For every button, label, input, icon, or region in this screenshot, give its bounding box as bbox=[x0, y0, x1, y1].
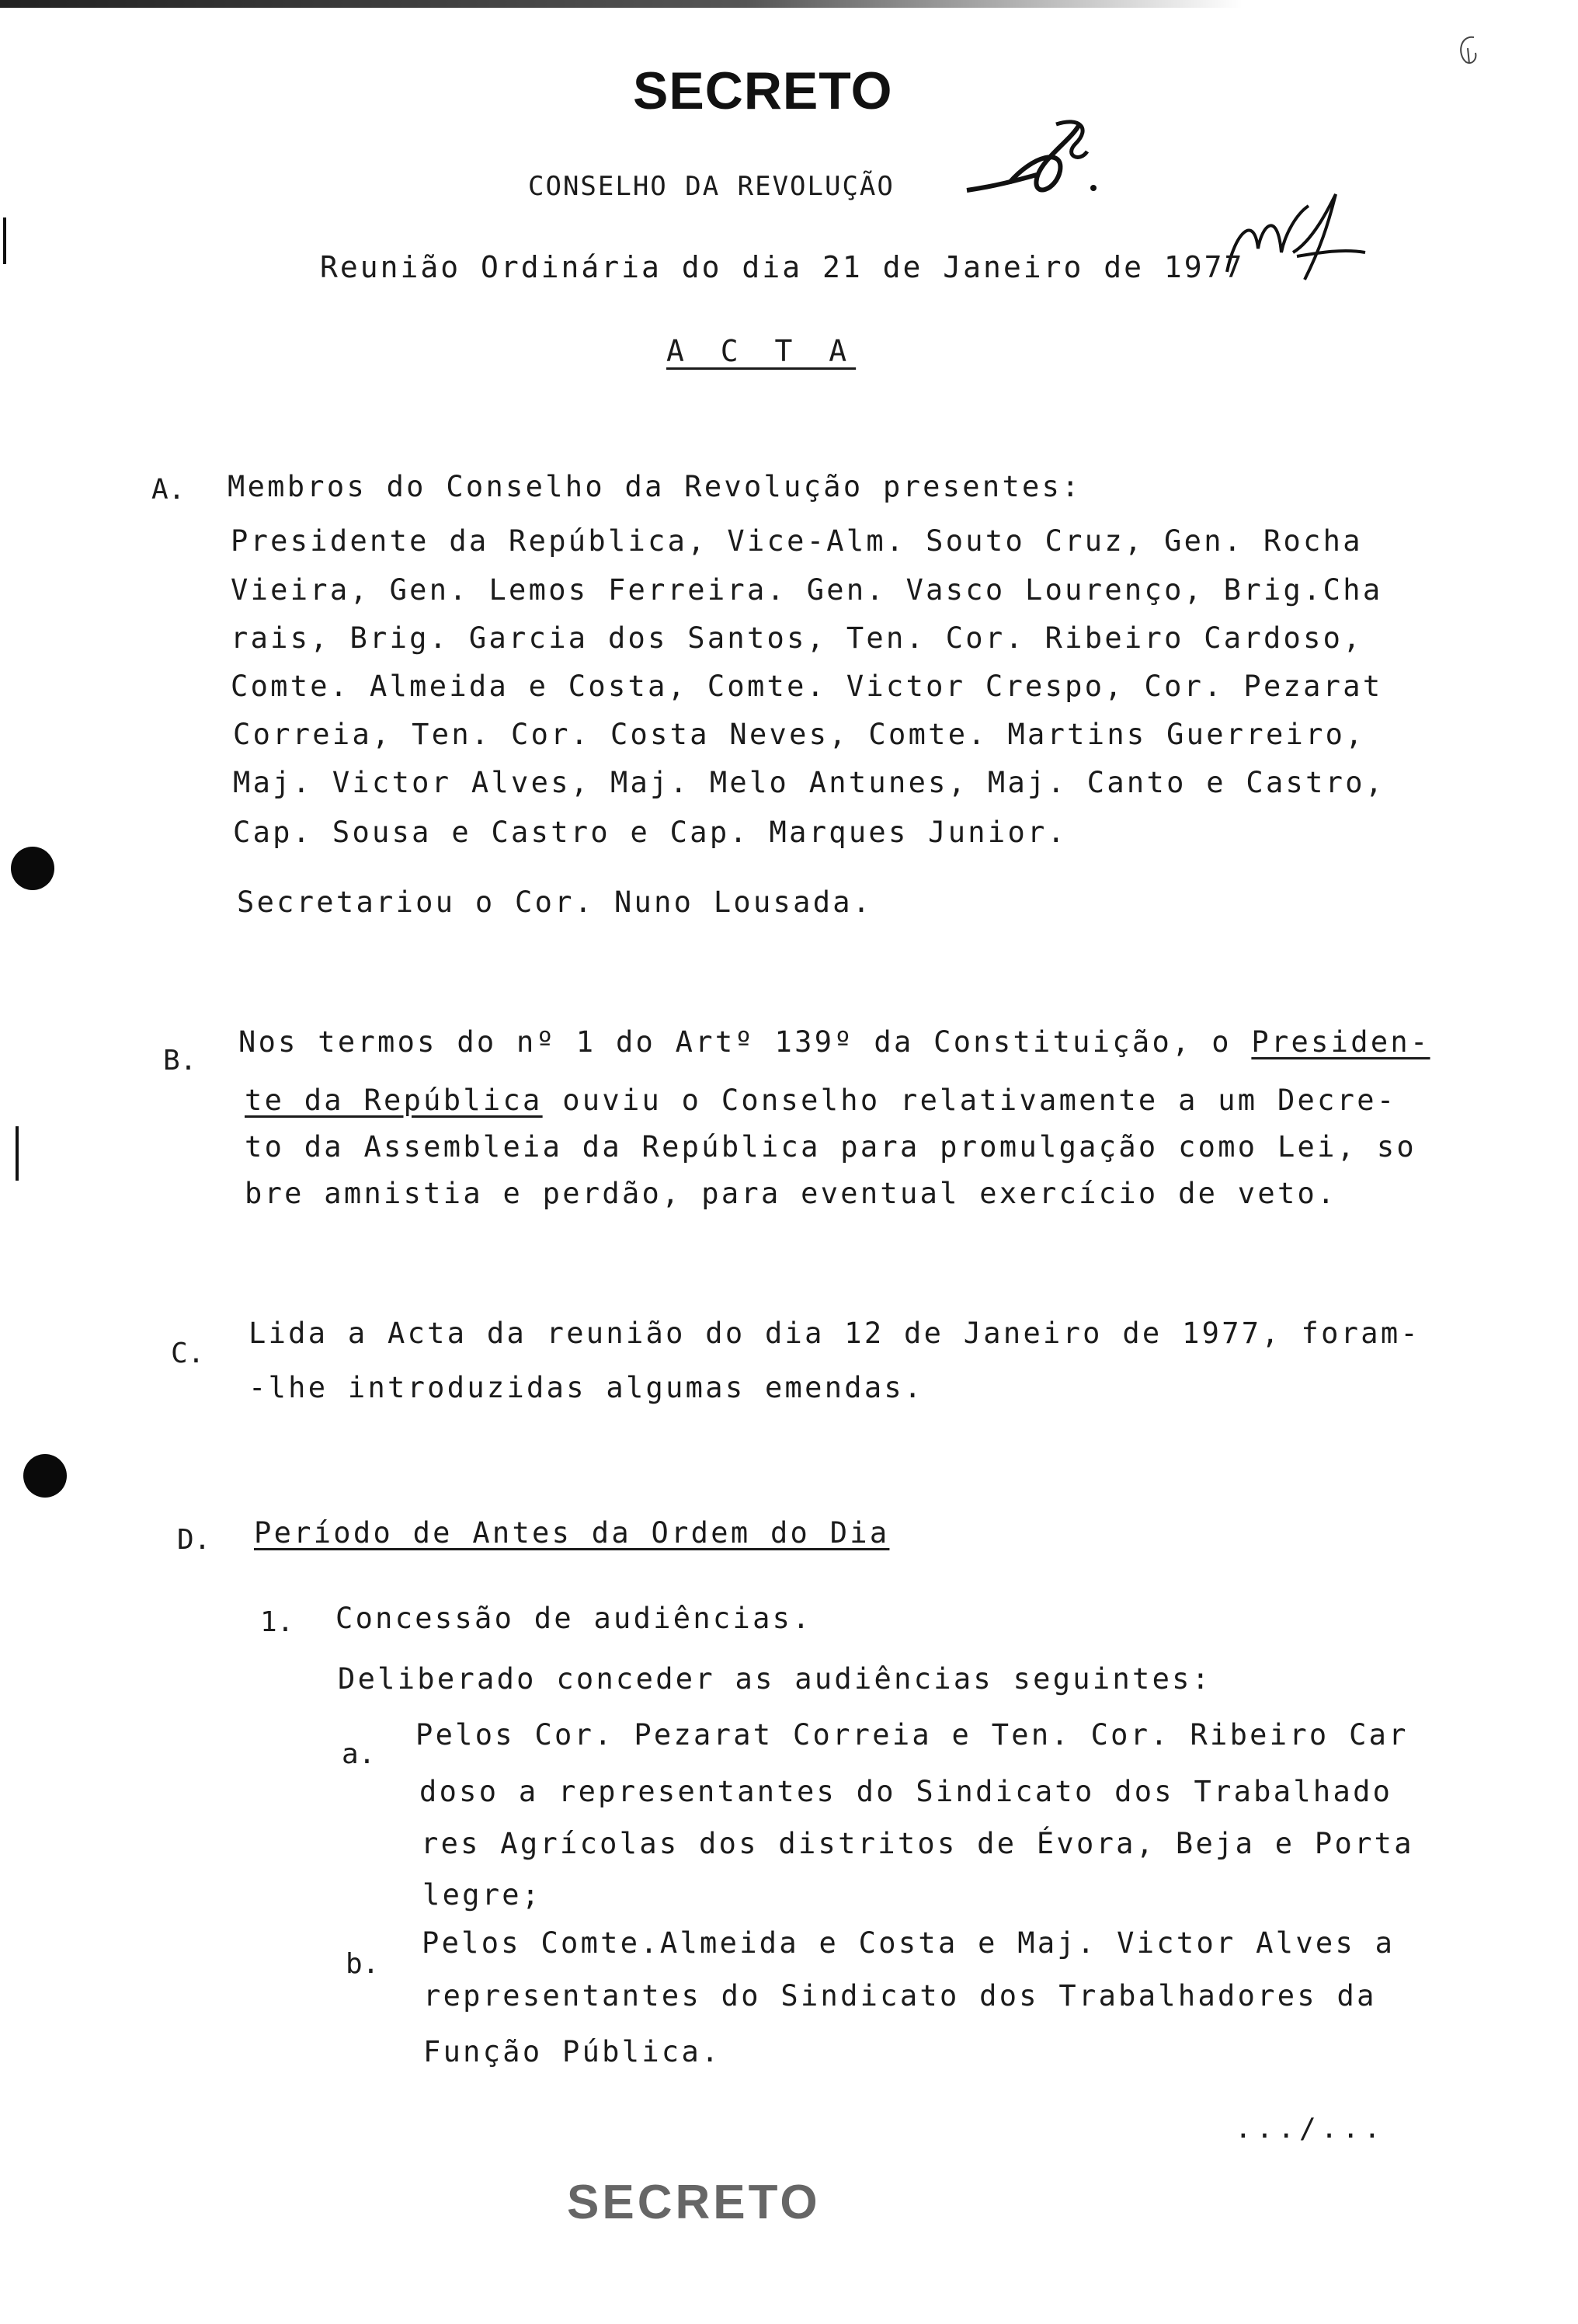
section-a-line: Presidente da República, Vice-Alm. Souto Cruz, Gen. Rocha bbox=[231, 524, 1363, 558]
document-title: A C T A bbox=[666, 334, 857, 368]
sub-item-b-line: representantes do Sindicato dos Trabalhadores da bbox=[423, 1979, 1377, 2013]
section-a-secretary: Secretariou o Cor. Nuno Lousada. bbox=[237, 885, 873, 919]
section-letter-c: C. bbox=[171, 1338, 205, 1369]
corner-mark bbox=[1452, 31, 1483, 70]
section-c-line-1: Lida a Acta da reunião do dia 12 de Janeiro de 1977, foram- bbox=[249, 1317, 1420, 1350]
section-a-line: Maj. Victor Alves, Maj. Melo Antunes, Maj. Canto e Castro, bbox=[233, 766, 1385, 799]
item-number: 1. bbox=[260, 1606, 294, 1638]
sub-item-letter-b: b. bbox=[346, 1948, 380, 1980]
sub-item-a-line: Pelos Cor. Pezarat Correia e Ten. Cor. Ribeiro Car bbox=[415, 1718, 1409, 1752]
sub-item-b-line: Pelos Comte.Almeida e Costa e Maj. Victor Alves a bbox=[422, 1926, 1396, 1960]
item-intro: Deliberado conceder as audiências seguintes: bbox=[338, 1662, 1212, 1696]
sub-item-letter-a: a. bbox=[342, 1738, 376, 1770]
continuation-mark: .../... bbox=[1235, 2113, 1385, 2145]
section-a-line: Correia, Ten. Cor. Costa Neves, Comte. Martins Guerreiro, bbox=[233, 718, 1365, 751]
meeting-line: Reunião Ordinária do dia 21 de Janeiro de 1977 bbox=[320, 250, 1245, 284]
margin-mark bbox=[3, 217, 6, 264]
section-b-line-1 bbox=[238, 1025, 1430, 1059]
margin-mark bbox=[16, 1126, 19, 1181]
classification-stamp-top: SECRETO bbox=[633, 61, 893, 120]
section-b-line-3: to da Assembleia da República para promulgação como Lei, so bbox=[245, 1130, 1416, 1164]
section-b-underlined: te da República bbox=[245, 1084, 543, 1117]
section-d-heading: Período de Antes da Ordem do Dia bbox=[254, 1516, 890, 1550]
section-a-line: Cap. Sousa e Castro e Cap. Marques Junior. bbox=[233, 816, 1068, 849]
section-b-text: ouviu o Conselho relativamente a um Decre- bbox=[542, 1084, 1397, 1117]
council-name: CONSELHO DA REVOLUÇÃO bbox=[528, 171, 895, 202]
section-letter-d: D. bbox=[177, 1524, 211, 1556]
section-b-line-4: bre amnistia e perdão, para eventual exercício de veto. bbox=[245, 1177, 1337, 1210]
section-a-heading: Membros do Conselho da Revolução presentes: bbox=[228, 470, 1082, 503]
handwritten-signature bbox=[1211, 179, 1367, 303]
section-b-text: Nos termos do nº 1 do Artº 139º da Constituição, o bbox=[238, 1025, 1252, 1059]
classification-stamp-bottom: SECRETO bbox=[567, 2176, 821, 2229]
sub-item-b-line: Função Pública. bbox=[423, 2035, 721, 2068]
section-a-line: rais, Brig. Garcia dos Santos, Ten. Cor. Ribeiro Cardoso, bbox=[231, 621, 1363, 655]
item-title: Concessão de audiências. bbox=[335, 1602, 812, 1635]
section-letter-b: B. bbox=[163, 1045, 197, 1077]
section-letter-a: A. bbox=[151, 474, 186, 506]
punch-hole bbox=[11, 847, 54, 890]
sub-item-a-line: res Agrícolas dos distritos de Évora, Beja e Porta bbox=[421, 1827, 1414, 1860]
sub-item-a-line: doso a representantes do Sindicato dos Trabalhado bbox=[419, 1775, 1393, 1808]
handwritten-initials-87 bbox=[963, 109, 1118, 225]
sub-item-a-line: legre; bbox=[422, 1878, 542, 1912]
section-b-underlined: Presiden- bbox=[1251, 1025, 1430, 1059]
scan-edge-bar bbox=[0, 0, 1243, 8]
punch-hole bbox=[23, 1454, 67, 1498]
section-c-line-2: -lhe introduzidas algumas emendas. bbox=[249, 1371, 924, 1404]
section-a-line: Vieira, Gen. Lemos Ferreira. Gen. Vasco Lourenço, Brig.Cha bbox=[231, 573, 1383, 607]
section-a-line: Comte. Almeida e Costa, Comte. Victor Crespo, Cor. Pezarat bbox=[231, 670, 1383, 703]
section-b-line-2 bbox=[245, 1084, 1396, 1117]
